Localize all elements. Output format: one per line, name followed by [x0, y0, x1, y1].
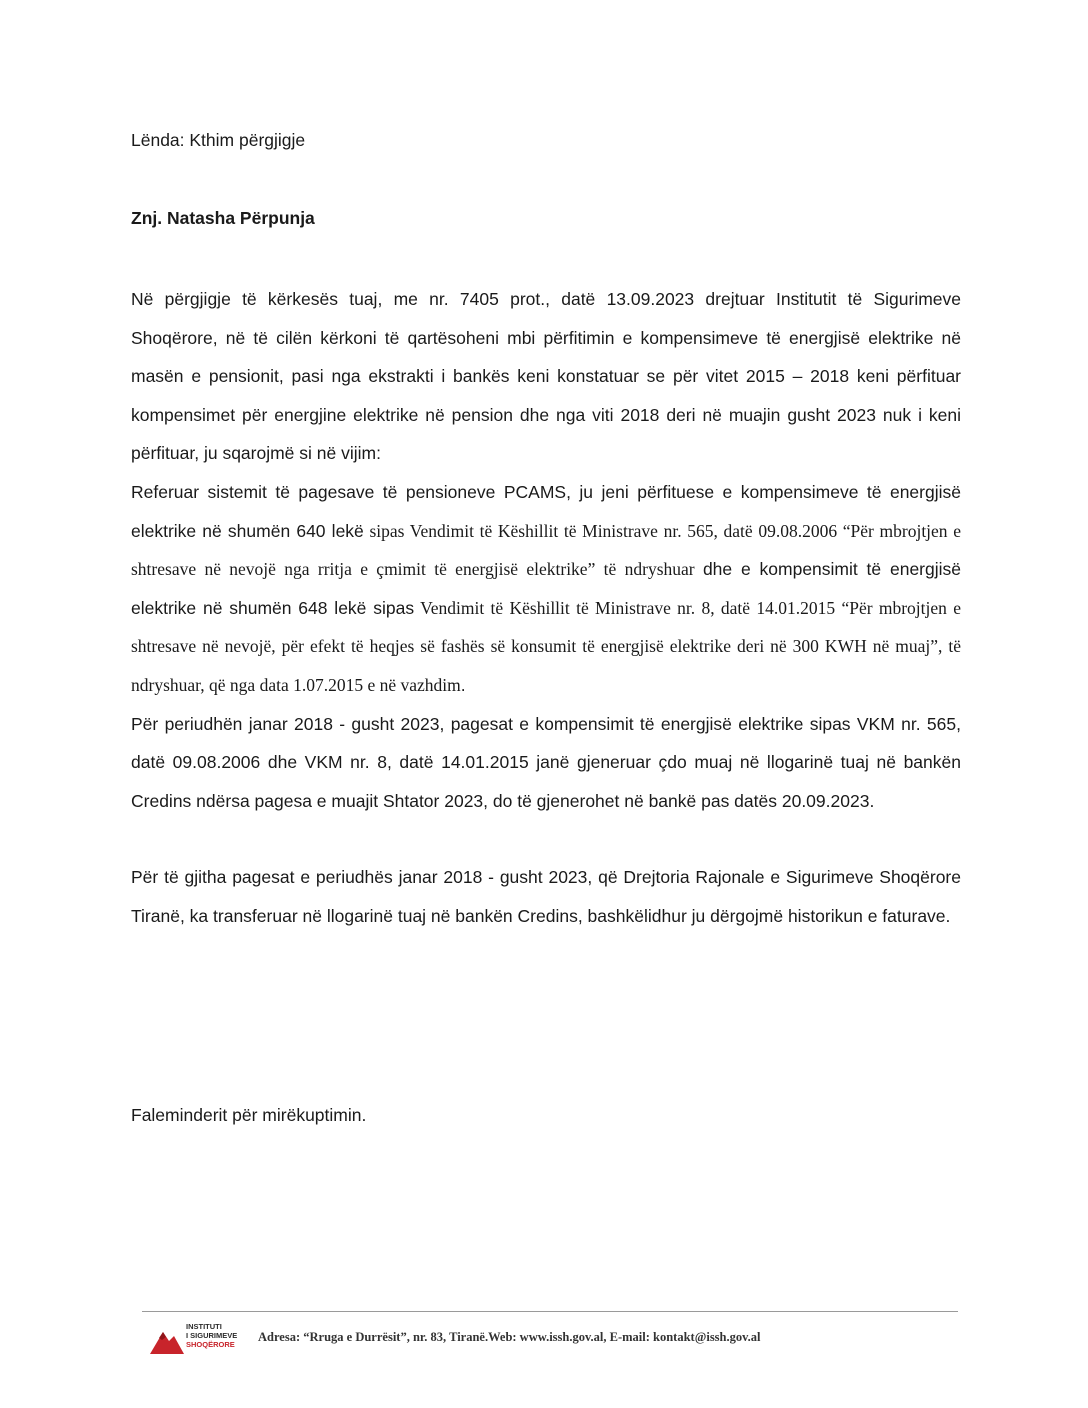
- letter-closing: Faleminderit për mirëkuptimin.: [131, 1105, 367, 1125]
- letter-body: [131, 280, 961, 936]
- footer-divider: [142, 1311, 958, 1312]
- logo-wordmark: [186, 1322, 237, 1349]
- logo-line-3: SHOQËRORE: [186, 1340, 235, 1349]
- paragraph-request: Në përgjigje të kërkesës tuaj, me nr. 7405 prot., datë 13.09.2023 drejtuar Institutit të Sigurimeve Shoqërore, në të cilën kërkoni të qartësoheni mbi përfitimin e kompensimeve të energjisë elektrike në masën e pensionit, pasi nga ekstrakti i bankës keni konstatuar se për vitet 2015 – 2018 keni përfituar kompensimet për energjine elektrike në pension dhe nga viti 2018 deri në muajin gusht 2023 nuk i keni përfituar, ju sqarojmë si në vijim:: [131, 289, 961, 464]
- paragraph-explanation-end: .: [460, 674, 466, 695]
- logo-line-1: INSTITUTI: [186, 1322, 222, 1331]
- paragraph-explanation-part2: sipas Vendimit të Këshillit të Ministrave nr. 565, datë 09.08.2006 “Për mbrojtjen e shtresave në nevojë nga rritja e çmimit të energjisë elektrike” të ndryshuar: [131, 520, 961, 580]
- logo-line-2: I SIGURIMEVE: [186, 1331, 238, 1340]
- footer-address: Adresa: “Rruga e Durrësit”, nr. 83, Tiranë.Web: www.issh.gov.al, E-mail: kontakt@issh.gov.al: [258, 1330, 761, 1344]
- paragraph-spacer: [131, 820, 961, 858]
- issh-logo: [150, 1322, 250, 1362]
- paragraph-payments: Për periudhën janar 2018 - gusht 2023, pagesat e kompensimit të energjisë elektrike sipas VKM nr. 565, datë 09.08.2006 dhe VKM nr. 8, datë 14.01.2015 janë gjeneruar çdo muaj në llogarinë tuaj në bankën Credins ndërsa pagesa e muajit Shtator 2023, do të gjenerohet në bankë pas datës 20.09.2023.: [131, 713, 961, 811]
- letter-subject: Lënda: Kthim përgjigje: [131, 130, 306, 150]
- letter-recipient: Znj. Natasha Përpunja: [131, 208, 315, 228]
- paragraph-history: Për të gjitha pagesat e periudhës janar 2018 - gusht 2023, që Drejtoria Rajonale e Sigurimeve Shoqërore Tiranë, ka transferuar në llogarinë tuaj në bankën Credins, bashkëlidhur ju dërgojmë historikun e faturave.: [131, 867, 961, 926]
- paragraph-explanation-part3: dhe e kompensimit të energjisë elektrike në shumën 648 lekë sipas: [131, 559, 961, 618]
- paragraph-explanation: [131, 473, 961, 705]
- paragraph-explanation-part4: Vendimit të Këshillit të Ministrave nr. 8, datë 14.01.2015 “Për mbrojtjen e shtresave në nevojë, për efekt të heqjes së fashës së konsumit të energjisë elektrike deri në 300 KWH në muaj”, të ndryshuar, që nga data 1.07.2015 e në vazhdim: [131, 597, 961, 695]
- mountain-logo-icon: [150, 1328, 184, 1354]
- paragraph-explanation-part1: Referuar sistemit të pagesave të pensioneve PCAMS, ju jeni përfituese e kompensimeve të energjisë elektrike në shumën 640 lekë: [131, 481, 961, 541]
